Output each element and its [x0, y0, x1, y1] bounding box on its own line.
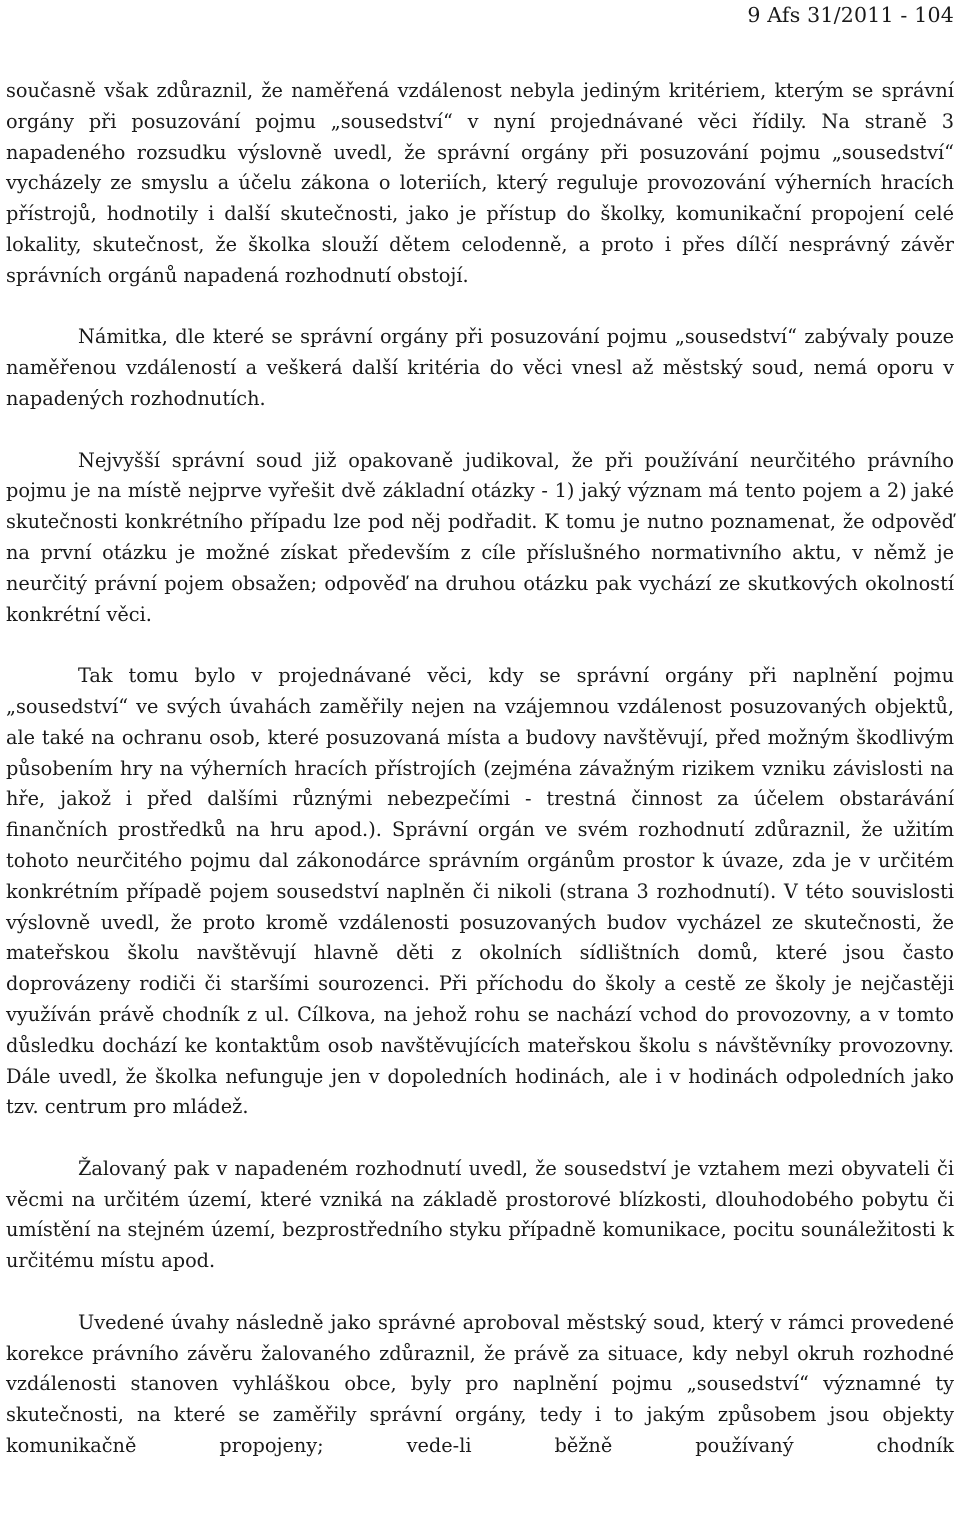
case-number: 9 Afs 31/2011 - 104	[747, 3, 954, 27]
document-page	[6, 0, 954, 1462]
paragraph-objection: Námitka, dle které se správní orgány při posuzování pojmu „sousedství“ zabývaly pouze naměřenou vzdáleností a veškerá další kritéria do věci vnesl až městský soud, nemá oporu v napadených rozhodnutích.	[6, 325, 954, 410]
paragraph-assessment: Tak tomu bylo v projednávané věci, kdy se správní orgány při naplnění pojmu „sousedství“ ve svých úvahách zaměřily nejen na vzájemnou vzdálenost posuzovaných objektů, ale také na ochranu osob, které posuzovaná místa a budovy navštěvují, před možným škodlivým působením hry na výherních hracích přístrojích (zejména závažným rizikem vzniku závislosti na hře, jakož i před dalšími různými nebezpečími - trestná činnost za účelem obstarávání finančních prostředků na hru apod.). Správní orgán ve svém rozhodnutí zdůraznil, že užitím tohoto neurčitého pojmu dal zákonodárce správním orgánům prostor k úvaze, zda je v určitém konkrétním případě pojem sousedství naplněn či nikoli (strana 3 rozhodnutí). V této souvislosti výslovně uvedl, že proto kromě vzdálenosti posuzovaných budov vycházel ze skutečnosti, že mateřskou školu navštěvují hlavně děti z okolních sídlištních domů, které jsou často doprovázeny rodiči či staršími sourozenci. Při příchodu do školy a cestě ze školy je nejčastěji využíván právě chodník z ul. Cílkova, na jehož rohu se nachází vchod do provozovny, a v tomto důsledku dochází ke kontaktům osob navštěvujících mateřskou školu s návštěvníky provozovny. Dále uvedl, že školka nefunguje jen v dopoledních hodinách, ale i v hodinách odpoledních jako tzv. centrum pro mládež.	[6, 664, 954, 1119]
paragraph-city-court: Uvedené úvahy následně jako správné aproboval městský soud, který v rámci provedené korekce právního závěru žalovaného zdůraznil, že právě za situace, kdy nebyl okruh rozhodné vzdálenosti stanoven vyhláškou obce, byly pro naplnění pojmu „sousedství“ významné ty skutečnosti, na které se zaměřily správní orgány, tedy i to jakým způsobem jsou objekty komunikačně propojeny; vede-li běžně používaný chodník	[6, 1310, 954, 1458]
paragraph-defendant: Žalovaný pak v napadeném rozhodnutí uvedl, že sousedství je vztahem mezi obyvateli či věcmi na určitém území, které vzniká na základě prostorové blízkosti, dlouhodobého pobytu či umístění na stejném území, bezprostředního styku případně komunikace, pocitu sounáležitosti k určitému místu apod.	[6, 1156, 954, 1273]
paragraph-case-law: Nejvyšší správní soud již opakovaně judikoval, že při používání neurčitého právního pojmu je na místě nejprve vyřešit dvě základní otázky - 1) jaký význam má tento pojem a 2) jaké skutečnosti konkrétního případu lze pod něj podřadit. K tomu je nutno poznamenat, že odpověď na první otázku je možné získat především z cíle příslušného normativního aktu, v němž je neurčitý právní pojem obsažen; odpověď na druhou otázku pak vychází ze skutkových okolností konkrétní věci.	[6, 448, 954, 626]
paragraph-continuation: současně však zdůraznil, že naměřená vzdálenost nebyla jediným kritériem, kterým se správní orgány při posuzování pojmu „sousedství“ v nyní projednávané věci řídily. Na straně 3 napadeného rozsudku výslovně uvedl, že správní orgány při posuzování pojmu „sousedství“ vycházely ze smyslu a účelu zákona o loteriích, který reguluje provozování výherních hracích přístrojů, hodnotily i další skutečnosti, jako je přístup do školky, komunikační propojení celé lokality, skutečnost, že školka slouží dětem celodenně, a proto i přes dílčí nesprávný závěr správních orgánů napadená rozhodnutí obstojí.	[6, 79, 954, 287]
